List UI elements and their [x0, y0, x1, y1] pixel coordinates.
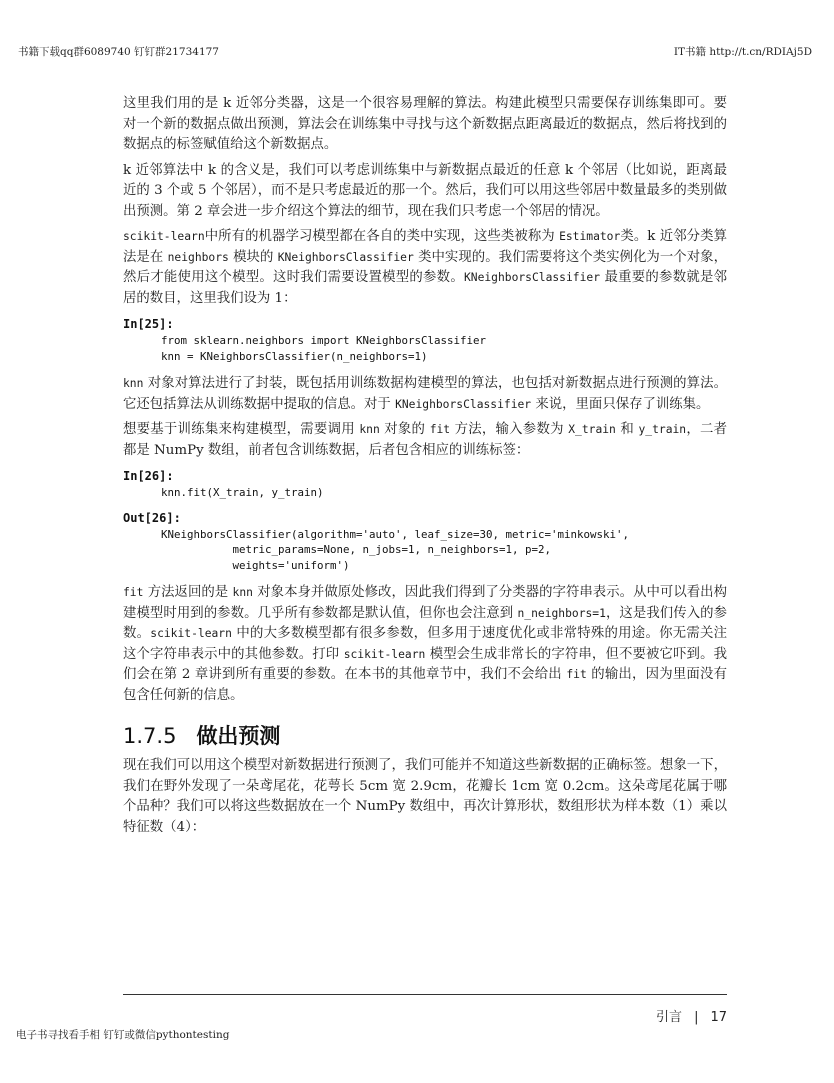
code-block-in25: from sklearn.neighbors import KNeighborsClassifier knn = KNeighborsClassifier(n_neighbors=1) [161, 334, 487, 363]
paragraph-5 [123, 420, 727, 461]
code-inline: fit [566, 668, 587, 681]
footer-chapter: 引言 [656, 1010, 683, 1025]
code-prompt-in25: In[25]: [123, 317, 174, 331]
text-span: 来说，里面只保存了训练集。 [531, 396, 710, 412]
text-span: 对象本身并做原处修改，因此我们得到了分类器的字符串表示。从中可以看出构建模型时用到的参数。几乎所有参数都是默认值，但你也会注意到 [123, 585, 727, 621]
section-heading [123, 720, 727, 750]
text-span: 中的大多数模型都有很多参数，但多用于速度优化或非常特殊的用途。你无需关注这个字符串表示中的其他参数。打印 [123, 626, 728, 662]
code-inline: n_neighbors=1 [517, 606, 606, 620]
code-inline: y_train [638, 423, 687, 436]
text-span: ，二者都是 NumPy 数组，前者包含训练数据，后者包含相应的训练标签： [123, 422, 728, 458]
code-block-out26: KNeighborsClassifier(algorithm='auto', leaf_size=30, metric='minkowski', metric_params=None, n_jobs=1, n_neighbors=1, p=2, weights='uniform') [161, 527, 630, 572]
code-prompt-in26: In[26]: [123, 469, 174, 483]
code-inline: KNeighborsClassifier [395, 397, 532, 411]
paragraph-7: 现在我们可以用这个模型对新数据进行预测了，我们可能并不知道这些新数据的正确标签。想象一下，我们在野外发现了一朵鸢尾花，花萼长 5cm 宽 2.9cm，花瓣长 1cm 宽 0.2cm。这朵鸢尾花属于哪个品种？我们可以将这些数据放在一个 NumPy 数组中，再次计算形状，数组形状为样本数（1）乘以特征数（4）： [123, 758, 727, 835]
code-inline: fit [123, 586, 144, 599]
footer-separator: | [694, 1010, 699, 1025]
text-span: 和 [615, 422, 639, 437]
footer-divider [123, 994, 727, 995]
text-span: 模型会生成非常长的字符串，但不要被它吓到。我们会在第 2 章讲到所有重要的参数。在本书的其他章节中，我们不会给出 [123, 646, 727, 682]
paragraph-6 [123, 583, 727, 706]
footer-left-text: 电子书寻找看手相 钉钉或微信pythontesting [16, 1029, 230, 1041]
page-content [123, 94, 727, 843]
code-inline: KNeighborsClassifier [277, 250, 414, 264]
text-span: 对象对算法进行了封装，既包括用训练数据构建模型的算法，也包括对新数据点进行预测的算法。它还包括算法从训练数据中提取的信息。对于 [123, 376, 727, 412]
section-number: 1.7.5 [123, 724, 177, 748]
text-span: 想要基于训练集来构建模型，需要调用 [123, 422, 360, 437]
paragraph-4 [123, 374, 727, 415]
text-span: 的输出，因为里面没有包含任何新的信息。 [123, 667, 727, 703]
code-inline: knn [359, 423, 380, 436]
code-inline: KNeighborsClassifier [463, 271, 600, 284]
code-inline: Estimator [559, 230, 621, 243]
code-inline: knn [123, 377, 144, 390]
code-inline: knn [232, 586, 253, 599]
text-span: 对象的 [379, 422, 430, 437]
code-inline: scikit-learn [343, 647, 426, 661]
text-span: 类。k 近邻分类算法是在 [123, 229, 727, 265]
code-block-in26: knn.fit(X_train, y_train) [161, 486, 324, 499]
paragraph-2: k 近邻算法中 k 的含义是，我们可以考虑训练集中与新数据点最近的任意 k 个邻居（比如说，距离最近的 3 个或 5 个邻居），而不是只考虑最近的那一个。然后，我们可以用这些邻居中数量最多的类别做出预测。第 2 章会进一步介绍这个算法的细节，现在我们只考虑一个邻居的情况。 [123, 162, 727, 219]
section-title: 做出预测 [196, 724, 281, 748]
text-span: 类中实现的。我们需要将这个类实例化为一个对象，然后才能使用这个模型。这时我们需要设置模型的参数。 [123, 249, 727, 285]
code-inline: X_train [568, 423, 616, 436]
paragraph-3 [123, 227, 727, 309]
header-left-text: 书籍下载qq群6089740 钉钉群21734177 [18, 46, 219, 58]
text-span: 模块的 [228, 249, 278, 265]
footer-page-info [656, 1006, 727, 1025]
code-prompt-out26: Out[26]: [123, 510, 181, 525]
code-inline: scikit-learn [123, 230, 205, 243]
header-right-text: IT书籍 http://t.cn/RDIAj5D [673, 46, 812, 58]
code-inline: scikit-learn [150, 627, 232, 640]
text-span: 最重要的参数就是邻居的数目，这里我们设为 1： [123, 270, 728, 306]
text-span: 方法，输入参数为 [450, 422, 569, 437]
paragraph-1: 这里我们用的是 k 近邻分类器，这是一个很容易理解的算法。构建此模型只需要保存训练集即可。要对一个新的数据点做出预测，算法会在训练集中寻找与这个新数据点距离最近的数据点，然后将找到的数据点的标签赋值给这个新数据点。 [123, 96, 727, 152]
code-inline: neighbors [167, 250, 229, 264]
text-span: 方法返回的是 [143, 585, 233, 600]
code-inline: fit [429, 423, 451, 436]
text-span: 中所有的机器学习模型都在各自的类中实现，这些类被称为 [204, 229, 560, 244]
page-number: 17 [710, 1010, 727, 1025]
text-span: ，这是我们传入的参数。 [123, 605, 727, 641]
